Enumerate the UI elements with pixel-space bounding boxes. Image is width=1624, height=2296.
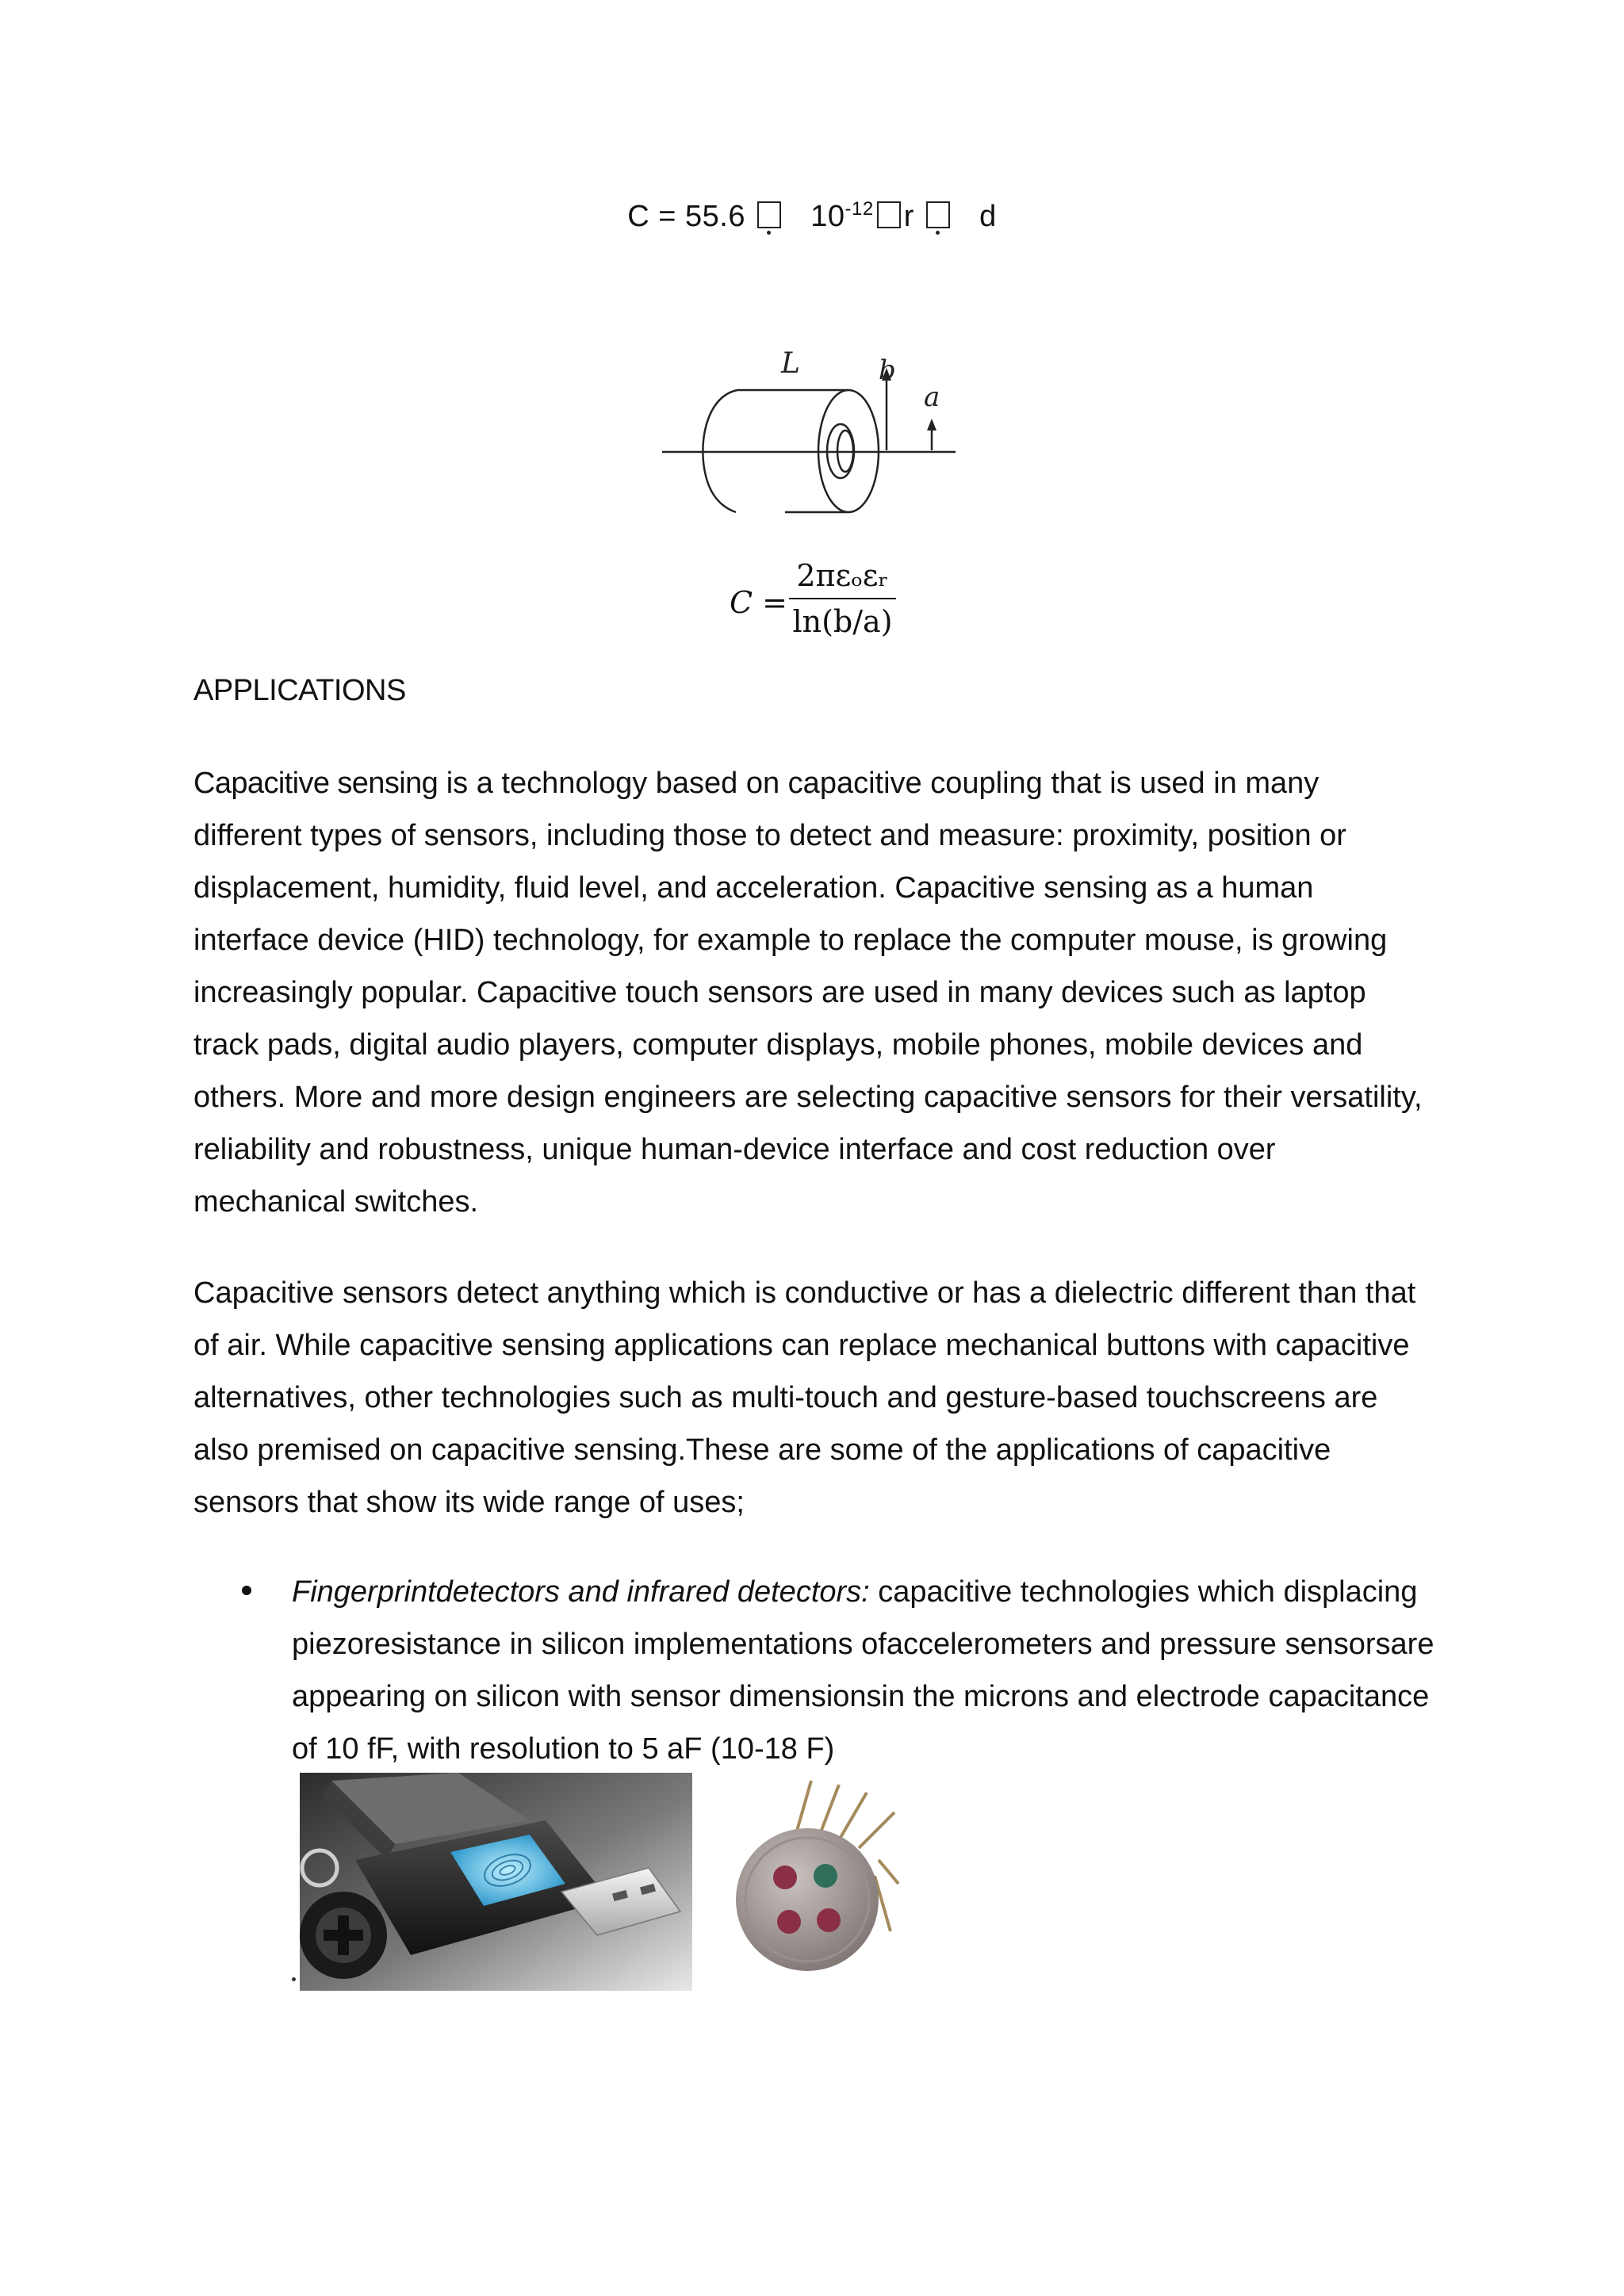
formula-d: d [979,200,997,233]
paragraph-text: is a technology based on capacitive coupling that is used in many different types of sensors, including those to detect and measure: proximity, position or displacement, humidity, fluid level, and acceleration. Capacitive sensing as a human interface device (HID) technology, for example to replace the computer mouse, is growing increasingly popular. Capacitive touch sensors are used in many devices such as laptop track pads, digital audio players, computer displays, mobile phones, mobile devices and others. More and more design engineers are selecting capacitive sensors for their versatility, reliability and robustness, unique human-device interface and cost reduction over mechanical switches. [193,767,1423,1219]
bold-term: Capacitive sensing [193,767,439,800]
fingerprint-usb-image [300,1773,692,1991]
bullet-icon [242,1586,251,1595]
section-heading: APPLICATIONS [193,674,406,707]
missing-glyph-icon [877,201,901,228]
formula-r: r [903,200,914,233]
cylindrical-capacitor-diagram [658,349,959,523]
missing-glyph-icon [926,201,950,228]
fraction-bar [789,598,896,599]
bullet-lead: Fingerprintdetectors and infrared detectors: [292,1575,870,1609]
formula-lhs: C = [730,585,787,620]
formula-parallel-plate [0,198,1624,246]
stray-period [292,1977,296,1981]
bullet-text: capacitive technologies which displacing piezoresistance in silicon implementations ofaccelerometers and pressure sensorsare appearing on silicon with sensor dimensionsin the microns and electrode capacitance of 10 fF, with resolution to 5 aF (10-18 F) [292,1575,1434,1766]
formula-fraction [789,555,896,642]
diagram-label-L: L [781,349,800,380]
missing-glyph-icon [757,201,781,228]
diagram-label-a: a [924,381,940,413]
formula-ten: 10 [810,200,845,233]
formula-numerator: 2πεₒεᵣ [796,558,889,593]
formula-cylindrical [0,555,1624,650]
infrared-detector-image [708,1773,930,1991]
formula-c-eq: C = 55.6 [627,200,745,233]
paragraph-capacitive-sensors: Capacitive sensors detect anything which is conductive or has a dielectric different than that of air. While capacitive sensing applications can replace mechanical buttons with capacitive alternatives, other technologies such as multi-touch and gesture-based touchscreens are also premised on capacitive sensing.These are some of the applications of capacitive sensors that show its wide range of uses; [193,1276,1416,1519]
bullet-item [292,1566,1442,1775]
formula-denominator: ln(b/a) [792,604,893,639]
formula-exponent: -12 [845,198,874,220]
diagram-label-b: b [879,354,896,386]
paragraph-capacitive-sensing [193,757,1431,1228]
